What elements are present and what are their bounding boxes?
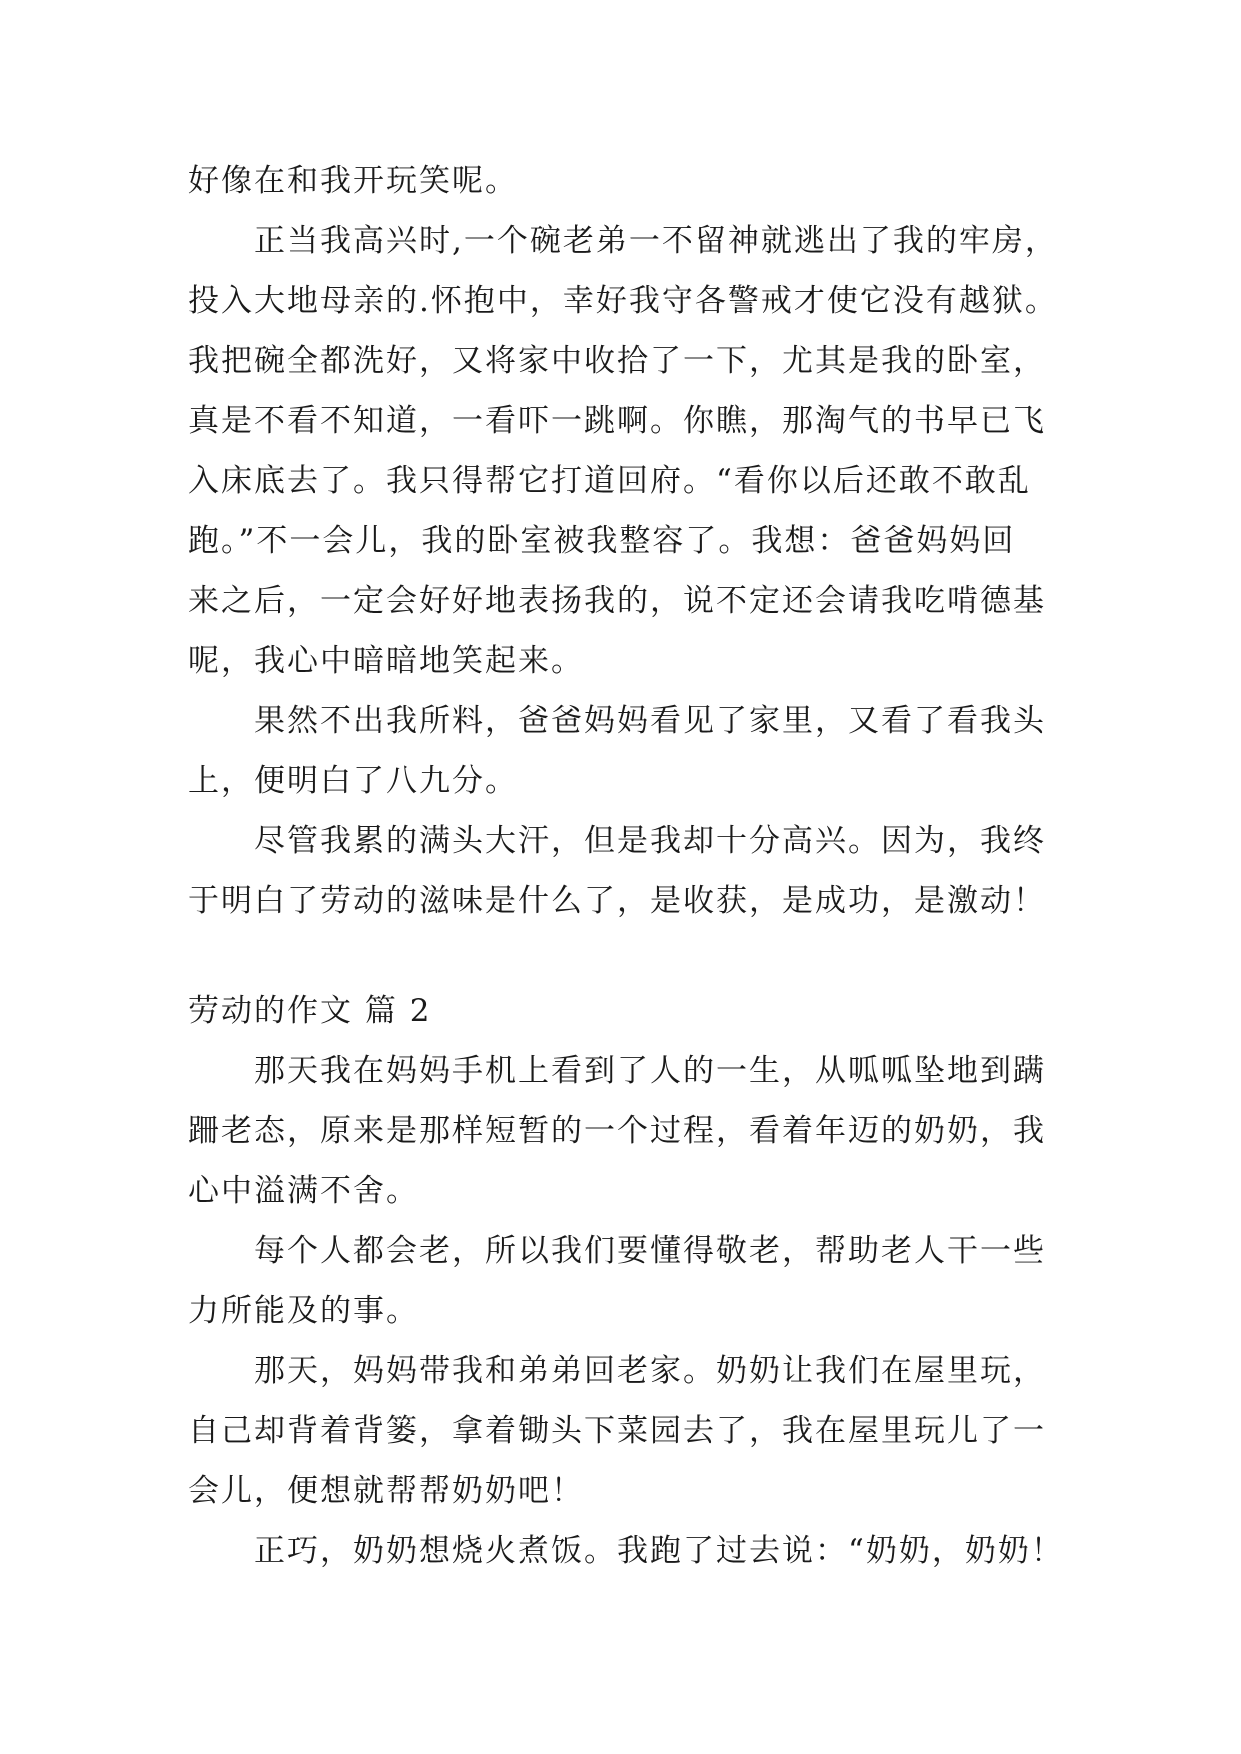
- paragraph-start-line: 尽管我累的满头大汗，但是我却十分高兴。因为，我终: [254, 823, 1046, 859]
- text-line: 力所能及的事。: [188, 1293, 419, 1329]
- text-line: 跑。”不一会儿，我的卧室被我整容了。我想：爸爸妈妈回: [188, 523, 1016, 559]
- text-line: 跚老态，原来是那样短暂的一个过程，看着年迈的奶奶，我: [188, 1113, 1046, 1149]
- text-line: 真是不看不知道，一看吓一跳啊。你瞧，那淘气的书早已飞: [188, 403, 1046, 439]
- text-line: 呢，我心中暗暗地笑起来。: [188, 643, 584, 679]
- text-line: 来之后，一定会好好地表扬我的，说不定还会请我吃啃德基: [188, 583, 1046, 619]
- text-line: 我把碗全都洗好，又将家中收拾了一下，尤其是我的卧室，: [188, 343, 1046, 379]
- text-line: 会儿，便想就帮帮奶奶吧！: [188, 1473, 584, 1509]
- section-gap: [188, 942, 1088, 992]
- paragraph-start-line: 果然不出我所料，爸爸妈妈看见了家里，又看了看我头: [254, 703, 1046, 739]
- text-line: 于明白了劳动的滋味是什么了，是收获，是成功，是激动！: [188, 883, 1046, 919]
- section-title: 劳动的作文 篇 2: [188, 993, 432, 1029]
- text-line: 投入大地母亲的.怀抱中，幸好我守各警戒才使它没有越狱。: [188, 283, 1058, 319]
- text-line: 自己却背着背篓，拿着锄头下菜园去了，我在屋里玩儿了一: [188, 1413, 1046, 1449]
- paragraph-start-line: 那天我在妈妈手机上看到了人的一生，从呱呱坠地到蹒: [254, 1053, 1046, 1089]
- text-line: 入床底去了。我只得帮它打道回府。“看你以后还敢不敢乱: [188, 463, 1031, 499]
- text-line: 上，便明白了八九分。: [188, 763, 518, 799]
- paragraph-start-line: 每个人都会老，所以我们要懂得敬老，帮助老人干一些: [254, 1233, 1046, 1269]
- paragraph-start-line: 正巧，奶奶想烧火煮饭。我跑了过去说：“奶奶，奶奶！: [254, 1533, 1064, 1569]
- text-line: 心中溢满不舍。: [188, 1173, 419, 1209]
- document-body: [188, 162, 1088, 1592]
- paragraph-start-line: 那天，妈妈带我和弟弟回老家。奶奶让我们在屋里玩，: [254, 1353, 1046, 1389]
- paragraph-start-line: 正当我高兴时,一个碗老弟一不留神就逃出了我的牢房，: [254, 223, 1058, 259]
- text-line: 好像在和我开玩笑呢。: [188, 163, 518, 199]
